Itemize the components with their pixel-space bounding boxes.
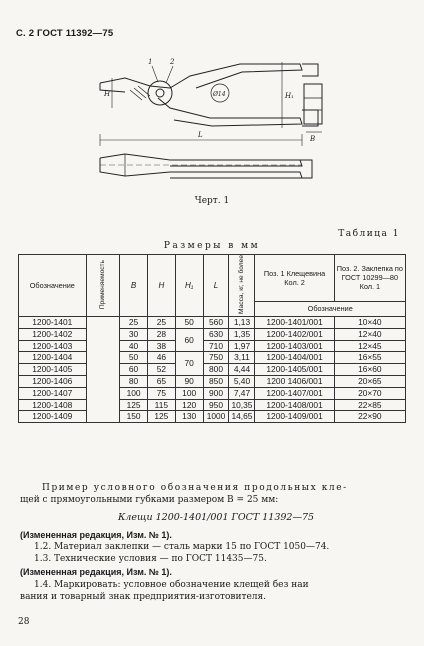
dim-h-label: H [104,90,111,98]
dim-h1-label: H₁ [285,92,294,100]
col-pos1: Поз. 1 Клещевина Кол. 2 [255,255,334,302]
dim-b-label: B [310,135,316,143]
table-row: 1200-1402 30 28 60 630 1,35 1200-1402/001 12×40 [19,328,406,340]
page-header: С. 2 ГОСТ 11392—75 [16,28,114,39]
figure-caption: Черт. 1 [194,196,230,206]
table-row: 1200-1401 25 25 50 560 1,13 1200-1401/001 10×40 [19,316,406,328]
edit-note-1: (Измененная редакция, Изм. № 1). [20,530,172,540]
table-row: 1200-1406 80 65 90 850 5,40 1200 1406/001 20×65 [19,375,406,387]
dim-l-label: L [198,131,203,139]
col-applicability: Применяемость [98,259,106,310]
table-row: 1200-1407 100 75 100 900 7,47 1200-1407/001 20×70 [19,387,406,399]
table-row: 1200-1404 50 46 70 750 3,11 1200-1404/001 16×55 [19,352,406,364]
edit-note-2: (Измененная редакция, Изм. № 1). [20,567,172,577]
dim-diameter-label: Ø14 [213,91,226,98]
table-title: Таблица 1 [338,229,400,239]
col-designation: Обозначение [19,255,87,317]
clause-1-4-line-2: вания и товарный знак предприятия-изготовителя. [20,592,267,602]
col-pos2: Поз. 2. Заклепка по ГОСТ 10299—80 Кол. 1 [334,255,405,302]
table-row: 1200-1405 60 52 800 4,44 1200-1405/001 16×60 [19,364,406,376]
clause-1-2: 1.2. Материал заклепки — сталь марки 15 по ГОСТ 1050—74. [34,542,330,552]
callout-2: 2 [170,58,175,66]
clause-1-3: 1.3. Технические условия — по ГОСТ 11435—75. [34,554,267,564]
col-h1: H₁ [175,255,203,317]
example-line-1: Пример условного обозначения продольных кле- [42,483,348,493]
callout-1: 1 [148,58,153,66]
table-row: 1200-1403 40 38 710 1,97 1200-1403/001 12×45 [19,340,406,352]
col-designation-group: Обозначение [255,301,406,316]
col-mass: Масса, кг, не более [237,255,245,314]
table-subtitle: Размеры в мм [163,241,261,251]
table-row: 1200-1409 150 125 130 1000 14,65 1200-1409/001 22×90 [19,411,406,423]
table-row: 1200-1408 125 115 120 950 10,35 1200-1408/001 22×85 [19,399,406,411]
example-line-2: щей с прямоугольными губками размером B = 25 мм: [20,495,279,505]
col-h: H [147,255,175,317]
col-l: L [203,255,229,317]
tongs-drawing [70,48,370,196]
dimensions-table [18,254,406,423]
example-designation: Клещи 1200-1401/001 ГОСТ 11392—75 [117,512,315,523]
page-number: 28 [18,617,30,627]
clause-1-4-line-1: 1.4. Маркировать: условное обозначение клещей без наи [34,580,309,590]
col-b: B [120,255,148,317]
